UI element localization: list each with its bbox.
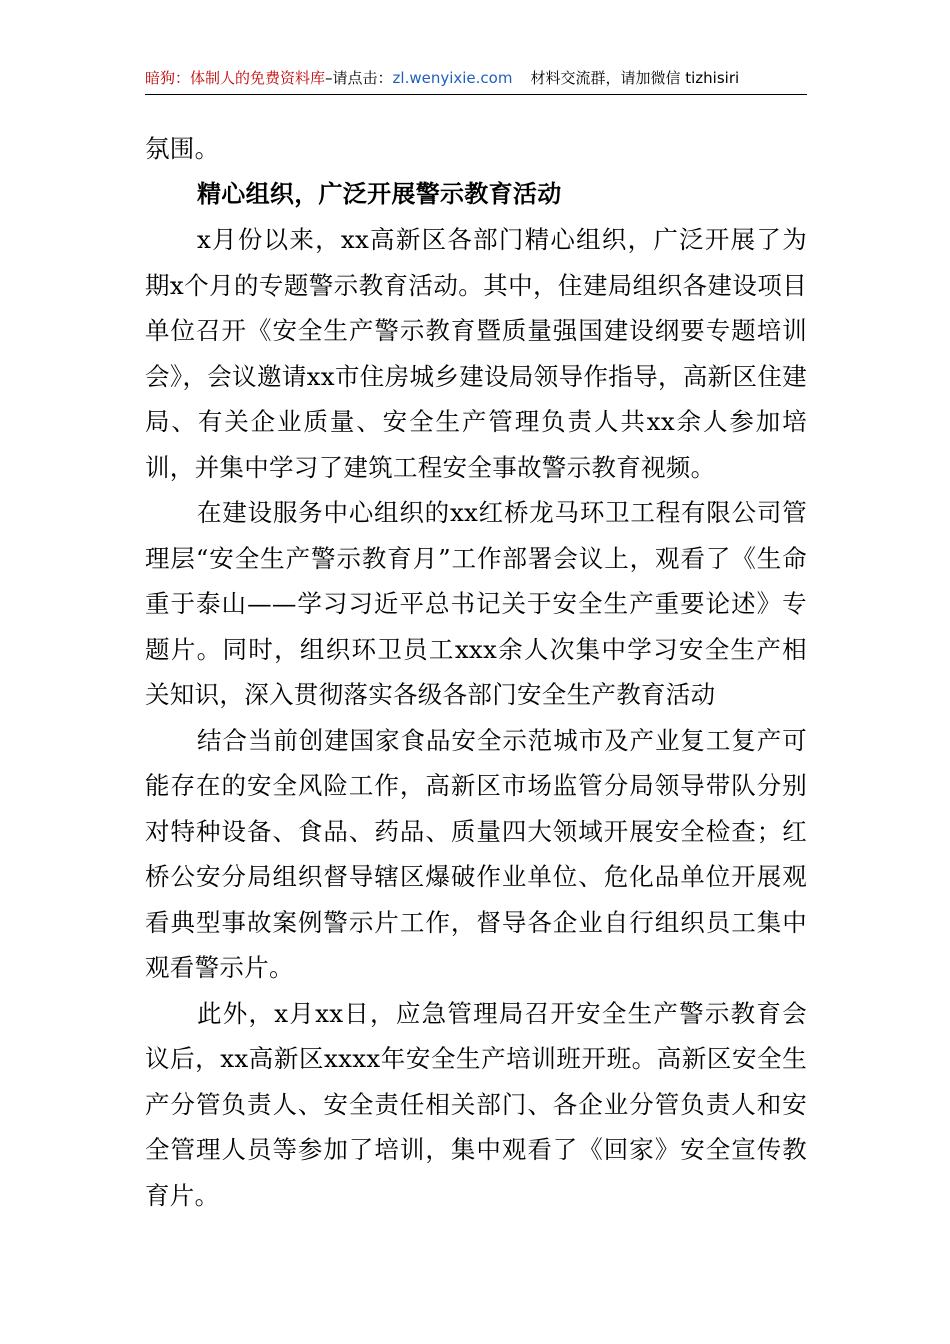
continuation-text: 氛围。: [145, 134, 220, 163]
paragraph: x月份以来，xx高新区各部门精心组织，广泛开展了为期x个月的专题警示教育活动。其中，住建局组织各建设项目单位召开《安全生产警示教育暨质量强国建设纲要专题培训会》，会议邀请xx市住房城乡建设局领导作指导，高新区住建局、有关企业质量、安全生产管理负责人共xx余人参加培训，并集中学习了建筑工程安全事故警示教育视频。: [145, 225, 807, 482]
paragraph: 结合当前创建国家食品安全示范城市及产业复工复产可能存在的安全风险工作，高新区市场监管分局领导带队分别对特种设备、食品、药品、质量四大领域开展安全检查；红桥公安分局组织督导辖区爆破作业单位、危化品单位开展观看典型事故案例警示片工作，督导各企业自行组织员工集中观看警示片。: [145, 725, 807, 982]
website-link[interactable]: zl.wenyixie.com: [392, 69, 513, 87]
promo-text: 暗狗：体制人的免费资料库: [145, 69, 326, 87]
click-prompt: –请点击：: [325, 69, 393, 87]
page-header: [145, 64, 807, 95]
wechat-group-note: 材料交流群，请加微信 tizhisiri: [530, 69, 740, 87]
paragraph: 在建设服务中心组织的xx红桥龙马环卫工程有限公司管理层“安全生产警示教育月”工作部署会议上，观看了《生命重于泰山——学习习近平总书记关于安全生产重要论述》专题片。同时，组织环卫员工xxx余人次集中学习安全生产相关知识，深入贯彻落实各级各部门安全生产教育活动: [145, 498, 807, 709]
section-heading: 精心组织，广泛开展警示教育活动: [197, 179, 562, 208]
document-body: [145, 126, 807, 1218]
paragraph: 此外，x月xx日，应急管理局召开安全生产警示教育会议后，xx高新区xxxx年安全生产培训班开班。高新区安全生产分管负责人、安全责任相关部门、各企业分管负责人和安全管理人员等参加了培训，集中观看了《回家》安全宣传教育片。: [145, 998, 807, 1210]
